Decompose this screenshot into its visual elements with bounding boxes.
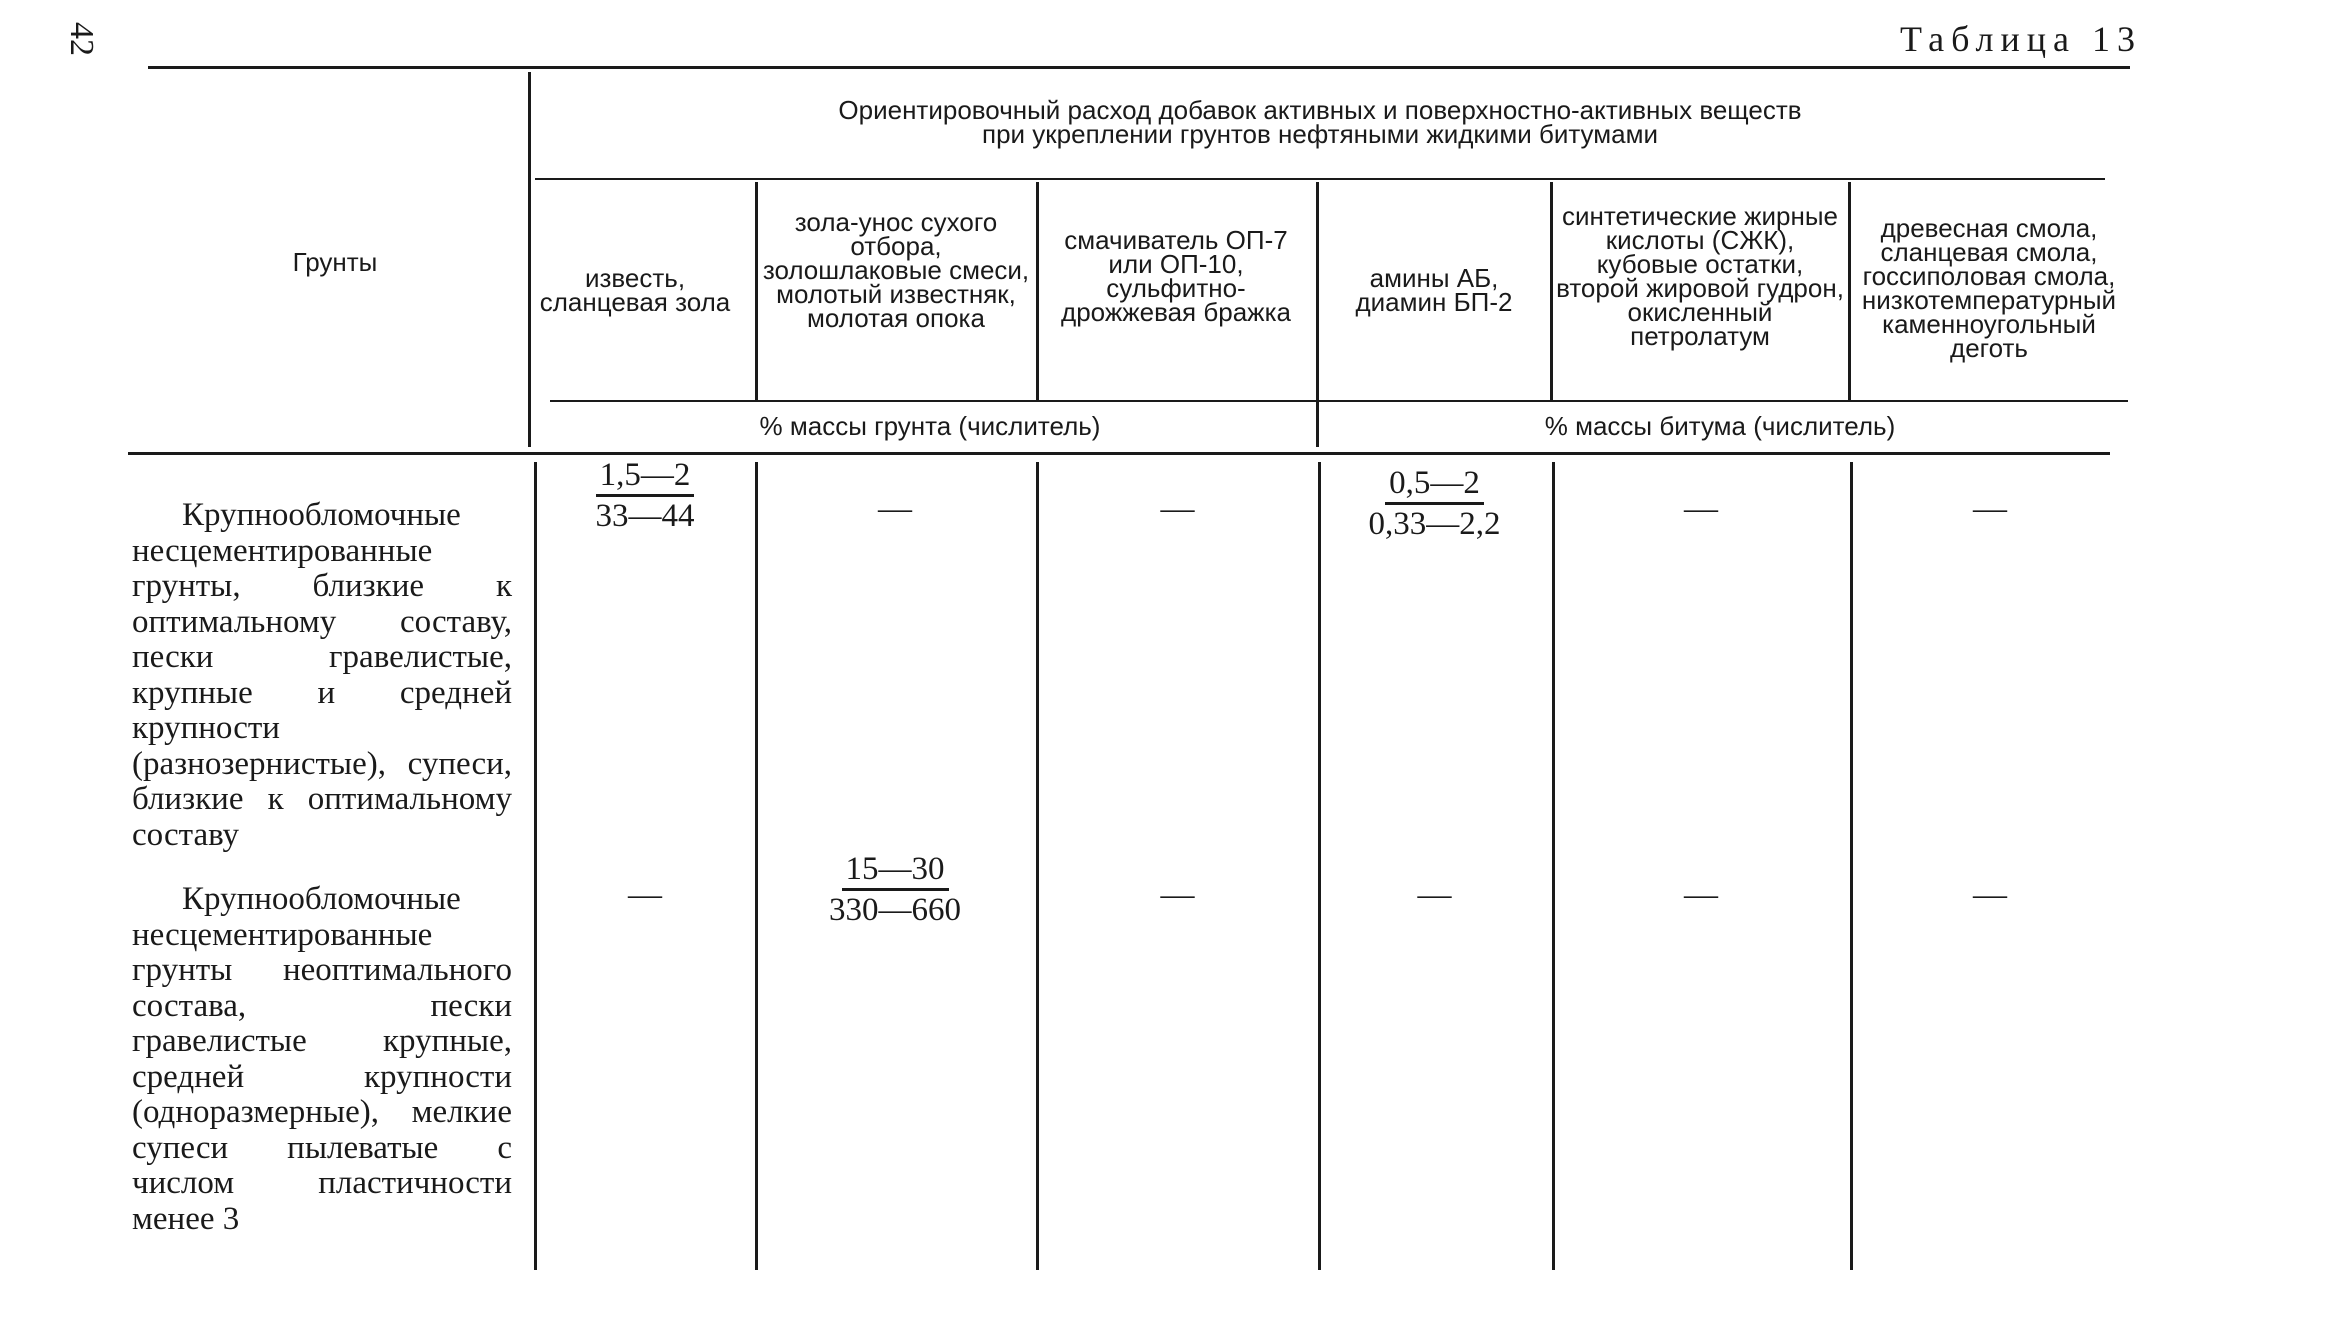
soil-column-divider — [528, 72, 531, 447]
table-row-1-amines-value — [1322, 464, 1547, 543]
column-header-fly-ash: зола-унос сухого отбора, золошлаковые смеси, молотый известняк, молотая опока — [762, 207, 1030, 333]
body-divider-1 — [755, 462, 758, 1270]
fraction-numerator: 1,5—2 — [596, 456, 695, 497]
column-header-amines: амины АБ, диамин БП-2 — [1355, 263, 1513, 317]
fraction-numerator: 0,5—2 — [1385, 464, 1484, 505]
body-divider-3 — [1318, 462, 1321, 1270]
column-header-lime: известь, сланцевая зола — [539, 263, 731, 317]
body-divider-4 — [1552, 462, 1555, 1270]
table-row-1-wetting-agent-value: — — [1160, 490, 1195, 527]
unit-soil-mass: % массы грунта (числитель) — [759, 411, 1101, 441]
table-row-2-soil: Крупнообломочные несцементированные грунты неоптимального состава, пески гравелистые крупные, средней крупности (одноразмерные), мелкие супеси пылеватые с числом пластичности менее 3 — [132, 881, 512, 1237]
page-number: 42 — [63, 22, 100, 56]
table-row-2-amines-value: — — [1417, 876, 1452, 913]
column-header-resins: древесная смола, сланцевая смола, госсиполовая смола, низкотемпературный каменноугольный деготь — [1861, 213, 2117, 363]
body-divider-0 — [534, 462, 537, 1270]
table-row-2-fatty-acids-value: — — [1684, 876, 1718, 913]
col-divider-2 — [1036, 182, 1039, 400]
table-row-2-fly-ash-value — [760, 850, 1030, 929]
table-row-1-fly-ash-value: — — [878, 490, 912, 527]
table-row-1-fatty-acids-value: — — [1684, 490, 1718, 527]
table-top-rule — [148, 66, 2130, 69]
group-title-rule — [535, 178, 2105, 180]
fraction-denominator: 33—44 — [595, 498, 695, 534]
fraction-denominator: 330—660 — [829, 892, 961, 928]
header-bottom-rule — [128, 452, 2110, 455]
fraction-numerator: 15—30 — [842, 850, 949, 891]
table-row-2-wetting-agent-value: — — [1160, 876, 1195, 913]
column-header-wetting-agent: смачиватель ОП-7 или ОП-10, сульфитно-дрожжевая бражка — [1061, 225, 1291, 327]
table-row-1-soil: Крупнообломочные несцементированные грунты, близкие к оптимальному составу, пески гравелистые, крупные и средней крупности (разнозернистые), супеси, близкие к оптимальному составу — [132, 497, 512, 853]
table-row-1-lime-value — [540, 456, 750, 535]
table-row-2-resins-value: — — [1973, 876, 2007, 913]
col-divider-3 — [1316, 182, 1319, 447]
col-divider-4 — [1550, 182, 1553, 400]
col-divider-5 — [1848, 182, 1851, 400]
body-divider-2 — [1036, 462, 1039, 1270]
column-header-fatty-acids: синтетические жирные кислоты (СЖК), кубовые остатки, второй жировой гудрон, окисленный петролатум — [1556, 201, 1844, 351]
group-title-line-1: Ориентировочный расход добавок активных и поверхностно-активных веществ — [838, 95, 1802, 125]
table-row-1-resins-value: — — [1973, 490, 2007, 527]
body-divider-5 — [1850, 462, 1853, 1270]
table-title: Таблица 13 — [1900, 19, 2142, 59]
col-divider-1 — [755, 182, 758, 400]
group-title-line-2: при укреплении грунтов нефтяными жидкими битумами — [982, 119, 1658, 149]
unit-rule — [550, 400, 2128, 402]
fraction-denominator: 0,33—2,2 — [1368, 506, 1501, 542]
soils-column-header: Грунты — [292, 247, 378, 277]
unit-bitumen-mass: % массы битума (числитель) — [1544, 411, 1896, 441]
group-title — [560, 95, 2080, 149]
table-row-2-lime-value: — — [628, 876, 662, 913]
